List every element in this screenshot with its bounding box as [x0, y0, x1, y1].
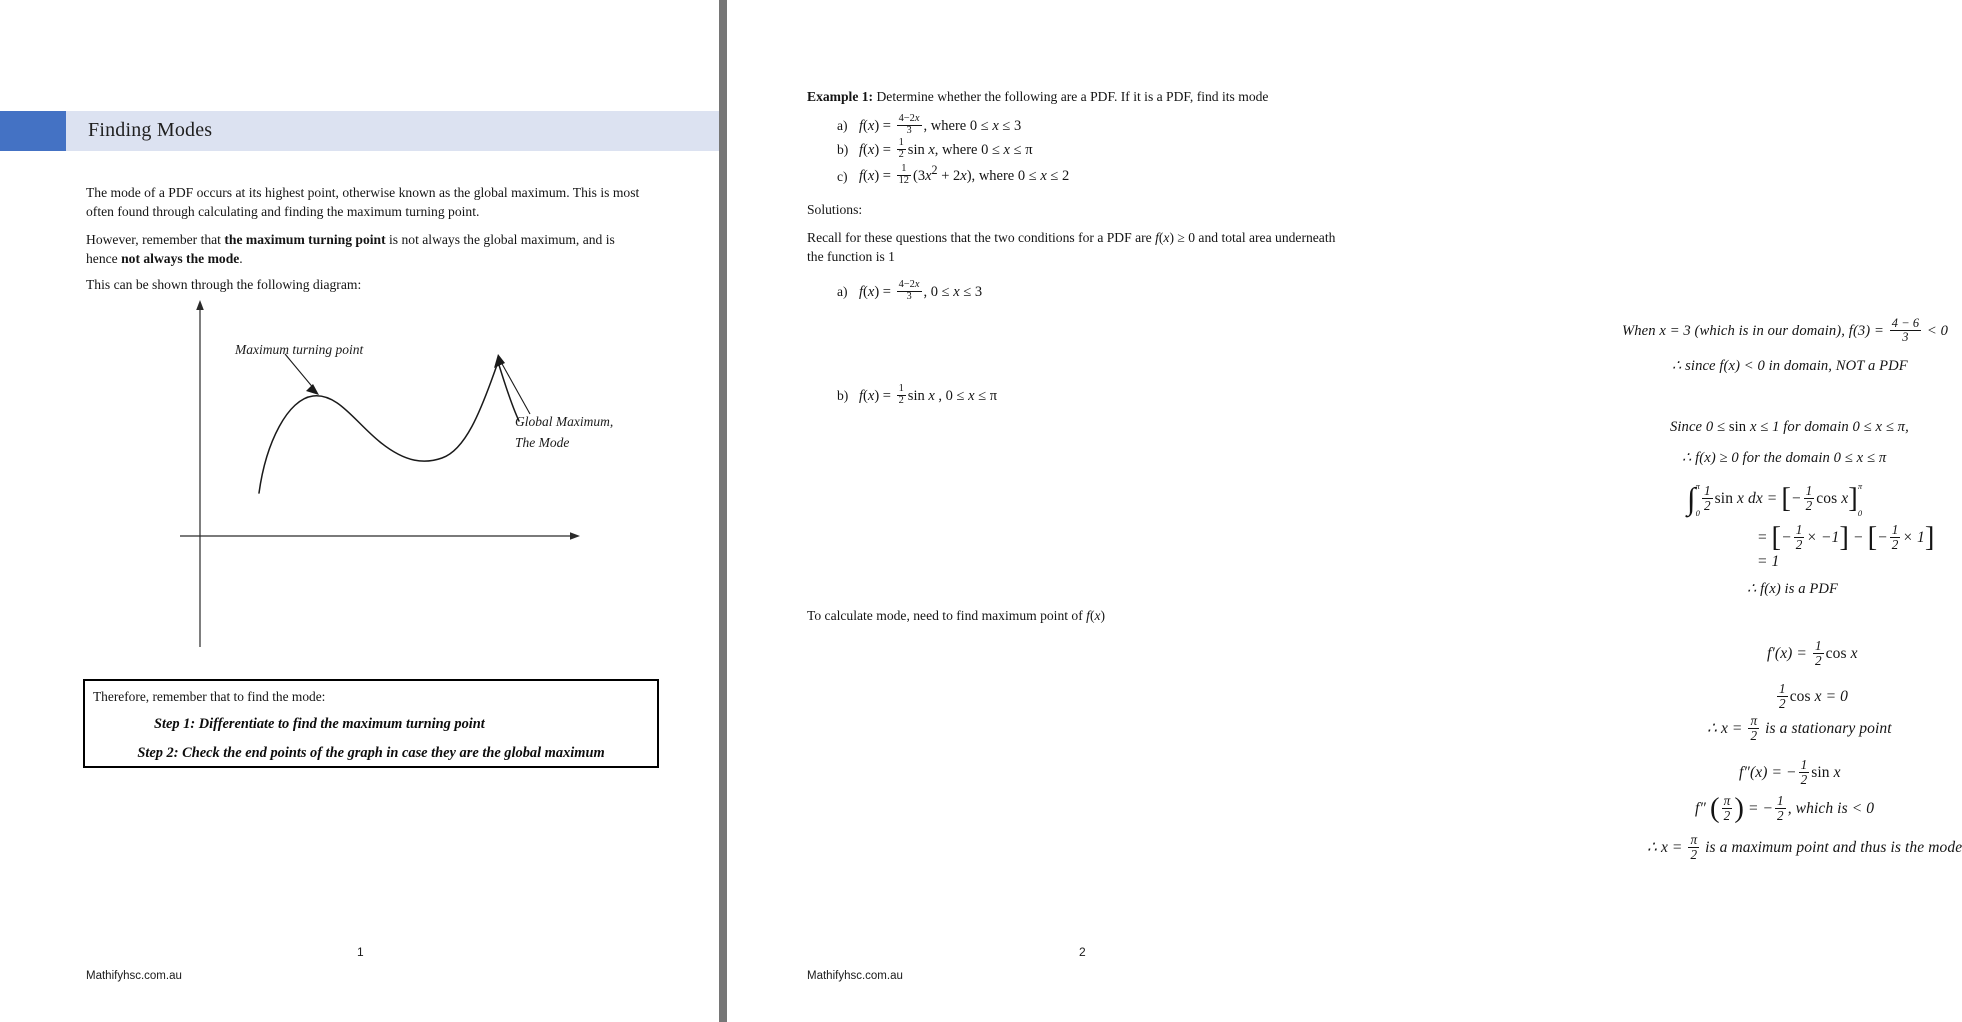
warning-bold-2: not always the mode [121, 250, 240, 266]
pdf-curve [259, 362, 498, 493]
mode-line-3: ∴ x = $\frac{\pi}{2}$ is a stationary point [1707, 713, 1892, 743]
example-heading [807, 88, 1377, 107]
pdf-curve-descent [498, 362, 519, 421]
page-number-right: 2 [1079, 945, 1086, 959]
footer-site-right: Mathifyhsc.com.au [807, 970, 903, 982]
diagram-lead-in: This can be shown through the following diagram: [86, 277, 362, 292]
page-left [0, 0, 720, 1022]
summary-intro: Therefore, remember that to find the mode: [93, 689, 326, 704]
solution-a-statement: a) f(x) = $\frac{4-2x}{3}$ , 0 ≤ x ≤ 3 [837, 279, 983, 302]
solution-b-line-2: ∴ f(x) ≥ 0 for the domain 0 ≤ x ≤ π [1682, 450, 1887, 466]
label-global-maximum: Global Maximum, [515, 414, 614, 429]
solution-b-statement: b) f(x) = $\frac{1}{2}$ sin x , 0 ≤ x ≤ π [837, 383, 998, 406]
solution-b-result: = 1 [1757, 553, 1780, 570]
summary-step-1 [154, 716, 485, 733]
solution-b-conclusion: ∴ f(x) is a PDF [1747, 581, 1839, 597]
warning-text-1: However, remember that [86, 232, 225, 247]
warning-paragraph [86, 231, 642, 268]
mode-line-6: ∴ x = $\frac{\pi}{2}$ is a maximum point and thus is the mode [1647, 832, 1962, 862]
y-axis-arrowhead [196, 300, 204, 310]
mode-line-1: f′(x) = $\frac{1}{2}$ cos x [1767, 638, 1858, 668]
recall-paragraph: Recall for these questions that the two conditions for a PDF are f(x) ≥ 0 and total area underneath the function is 1 [807, 230, 1336, 264]
solution-b-line-1: Since 0 ≤ sin x ≤ 1 for domain 0 ≤ x ≤ π, [1670, 419, 1909, 435]
question-list [837, 115, 1377, 187]
solution-a-line-2: ∴ since f(x) < 0 in domain, NOT a PDF [1672, 358, 1908, 374]
solution-b-integral: ∫ π 0 $\frac{1}{2}$ sin x dx = [− $\frac{1}{2}$ cos x] π 0 [1687, 480, 1863, 518]
mode-diagram [180, 292, 614, 652]
warning-bold-1: the maximum turning point [224, 232, 386, 247]
question-a: a) f(x) = $\frac{4-2x}{3}$ , where 0 ≤ x ≤ 3 [837, 113, 1022, 136]
solution-a-label: a) [837, 284, 848, 300]
mode-summary-box [83, 679, 659, 768]
mode-calculation-intro: To calculate mode, need to find maximum point of f(x) [807, 608, 1106, 623]
page-number-left: 1 [357, 945, 364, 959]
solution-b-evaluation: = [− $\frac{1}{2}$ × −1] − [− $\frac{1}{2}$ × 1] [1757, 521, 1935, 553]
example-label: Example 1: [807, 89, 874, 104]
label-the-mode: The Mode [515, 435, 570, 450]
summary-step-2 [85, 745, 657, 762]
page-title: Finding Modes [88, 119, 213, 141]
summary-step-2-text: Step 2: Check the end points of the graph in case they are the global maximum [137, 745, 605, 761]
turning-point-arrow-line [285, 354, 315, 390]
question-c-label: c) [837, 168, 848, 184]
warning-text-3: . [239, 250, 243, 266]
page-right [727, 0, 1962, 1022]
turning-point-arrowhead [306, 384, 319, 395]
question-b-label: b) [837, 142, 849, 158]
mode-line-5: f″ ( $\frac{\pi}{2}$ ) = − $\frac{1}{2}$ , which is < 0 [1695, 792, 1875, 824]
question-b: b) f(x) = $\frac{1}{2}$ sin x, where 0 ≤ x ≤ π [837, 137, 1033, 160]
mode-line-2: $\frac{1}{2}$ cos x = 0 [1779, 681, 1848, 711]
footer-site-left: Mathifyhsc.com.au [86, 970, 182, 982]
question-a-label: a) [837, 118, 848, 134]
warning-text-2: is not always the global maximum, and is hence [86, 232, 615, 266]
label-maximum-turning-point: Maximum turning point [235, 342, 364, 357]
heading-accent-block [0, 111, 66, 151]
solution-a-line-1: When x = 3 (which is in our domain), f(3) = $\frac{4 - 6}{3}$ < 0 [1622, 316, 1949, 345]
example-prompt: Determine whether the following are a PDF. If it is a PDF, find its mode [873, 89, 1269, 104]
summary-step-1-text: Step 1: Differentiate to find the maximum turning point [154, 716, 485, 732]
mode-line-4: f″(x) = − $\frac{1}{2}$ sin x [1739, 757, 1841, 787]
global-max-arrow-line [501, 362, 530, 414]
question-c: c) f(x) = $\frac{1}{12}$ $(3x^2 + 2x)$, where 0 ≤ x ≤ 2 [837, 163, 1070, 186]
intro-paragraph: The mode of a PDF occurs at its highest point, otherwise known as the global maximum. This is most often found through calculating and finding the maximum turning point. [86, 185, 640, 219]
solution-b-label: b) [837, 388, 849, 404]
page-divider [719, 0, 727, 1022]
x-axis-arrowhead [570, 532, 580, 540]
solutions-heading: Solutions: [807, 202, 863, 217]
